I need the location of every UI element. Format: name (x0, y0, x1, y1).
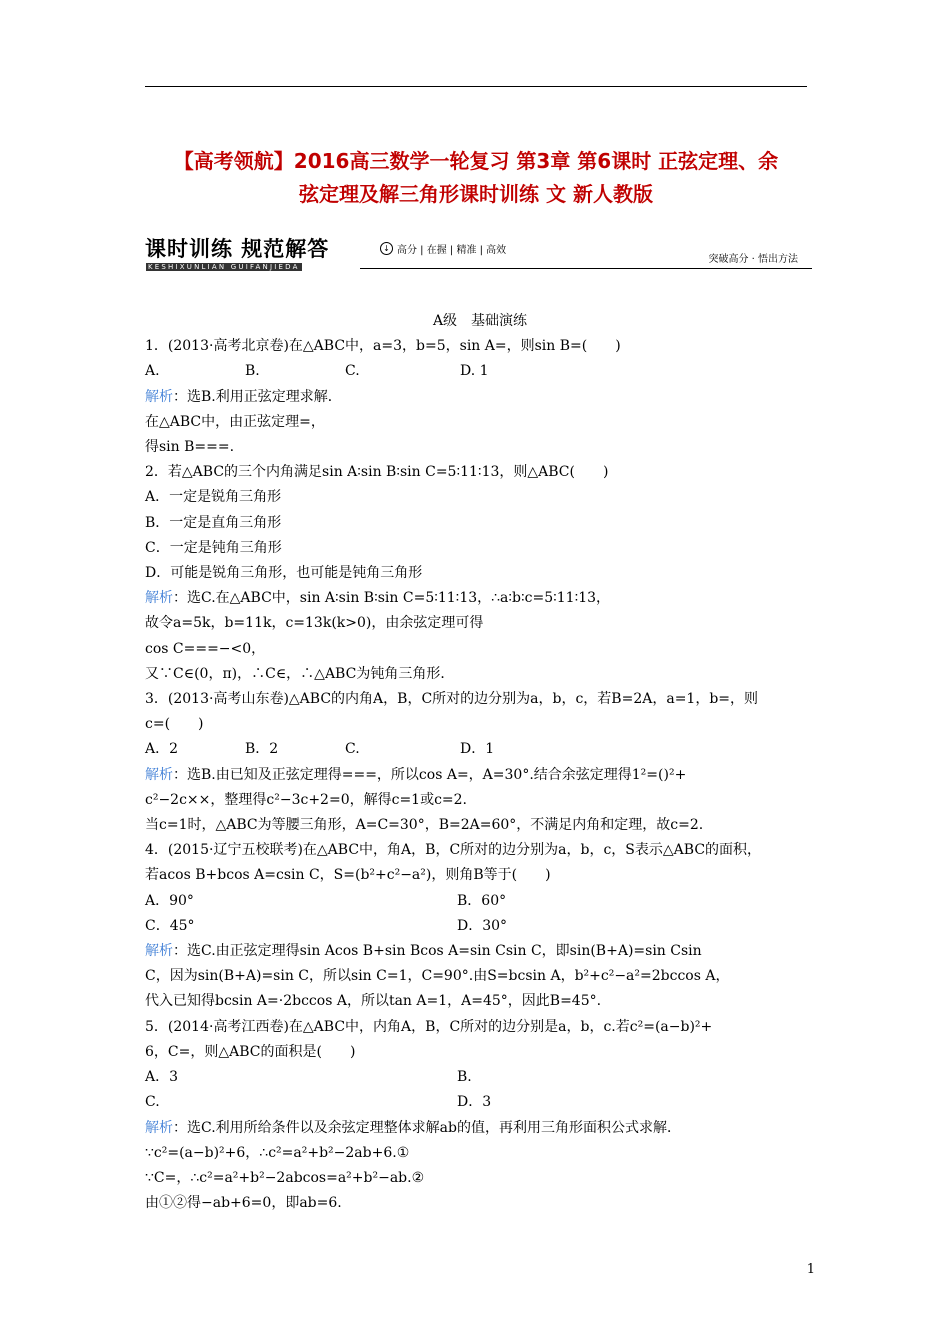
question-3-options (145, 737, 815, 762)
section-title: A级 基础演练 (432, 313, 528, 329)
header-rule (145, 86, 807, 87)
section-banner (145, 236, 812, 270)
question-5-options-row-2 (145, 1090, 815, 1115)
answer-2 (145, 586, 815, 611)
question-5-line-2: 6，C=，则△ABC的面积是( ) (145, 1043, 356, 1060)
answer-label: 解析 (145, 766, 173, 783)
answer-1 (145, 385, 815, 410)
answer-text: ：选B.利用正弦定理求解． (173, 388, 342, 405)
question-2-option-d: D．可能是锐角三角形，也可能是钝角三角形 (145, 565, 423, 582)
option-d: D．3 (457, 1094, 492, 1111)
answer-label: 解析 (145, 1119, 173, 1136)
question-4: 4．(2015·辽宁五校联考)在△ABC中，角A，B，C所对的边分别为a，b，c，S表示△ABC的面积， (145, 842, 762, 859)
page-number: 1 (806, 1262, 815, 1277)
question-1: 1．(2013·高考北京卷)在△ABC中，a=3，b=5，sin A=，则sin B=( ) (145, 338, 621, 355)
document-title (140, 145, 812, 211)
question-5-options-row-1 (145, 1065, 815, 1090)
title-line-1: 【高考领航】2016高三数学一轮复习 第3章 第6课时 正弦定理、余 (173, 149, 779, 173)
option-a: A．90° (145, 892, 194, 909)
answer-text: ：选C.利用所给条件以及余弦定理整体求解ab的值，再利用三角形面积公式求解． (173, 1119, 681, 1136)
answer-text: ：选C.由正弦定理得sin Acos B+sin Bcos A=sin Csin C，即sin(B+A)=sin Csin (173, 943, 702, 960)
answer-label: 解析 (145, 590, 173, 607)
option-d: D. 1 (460, 363, 489, 380)
question-2-option-c: C．一定是钝角三角形 (145, 539, 282, 556)
answer-3-line-3: 当c=1时，△ABC为等腰三角形，A=C=30°，B=2A=60°，不满足内角和定理，故c=2. (145, 817, 704, 834)
option-a: A．2 (145, 741, 179, 758)
option-c: C. (145, 1094, 160, 1111)
down-arrow-icon: ↓ (380, 242, 393, 255)
banner-tags-text: 高分 | 在握 | 精准 | 高效 (397, 245, 507, 256)
exercise-content (145, 309, 815, 1216)
answer-2-line-3: cos C===−<0， (145, 640, 266, 657)
question-3: 3．(2013·高考山东卷)△ABC的内角A，B，C所对的边分别为a，b，c，若B=2A，a=1，b=，则 (145, 691, 759, 708)
answer-1-line-3: 得sin B===. (145, 439, 235, 456)
answer-3-line-2: c²−2c××，整理得c²−3c+2=0，解得c=1或c=2. (145, 791, 468, 808)
banner-tags (380, 241, 506, 256)
question-4-options-row-1 (145, 889, 815, 914)
answer-5-line-2: ∵c²=(a−b)²+6，∴c²=a²+b²−2ab+6.① (145, 1144, 410, 1161)
answer-4 (145, 939, 815, 964)
answer-label: 解析 (145, 388, 173, 405)
banner-title: 课时训练 规范解答 (145, 237, 330, 261)
banner-slogan: 突破高分 · 悟出方法 (708, 254, 798, 265)
option-d: D．1 (460, 741, 495, 758)
option-c: C. (345, 741, 360, 758)
question-1-options (145, 359, 815, 384)
answer-3 (145, 763, 815, 788)
option-b: B．2 (245, 741, 279, 758)
option-b: B．60° (457, 892, 507, 909)
option-a: A. (145, 363, 160, 380)
answer-4-line-2: C，因为sin(B+A)=sin C，所以sin C=1，C=90°.由S=bcsin A，b²+c²−a²=2bccos A， (145, 968, 730, 985)
question-2: 2．若△ABC的三个内角满足sin A∶sin B∶sin C=5∶11∶13，则△ABC( ) (145, 464, 609, 481)
answer-5-line-4: 由①②得−ab+6=0，即ab=6. (145, 1195, 342, 1212)
question-4-line-2: 若acos B+bcos A=csin C，S=(b²+c²−a²)，则角B等于( ) (145, 867, 551, 884)
option-a: A．3 (145, 1069, 179, 1086)
answer-2-line-4: 又∵C∈(0，π)，∴C∈，∴△ABC为钝角三角形． (145, 665, 455, 682)
answer-1-line-2: 在△ABC中，由正弦定理=， (145, 413, 325, 430)
question-5: 5．(2014·高考江西卷)在△ABC中，内角A，B，C所对的边分别是a，b，c.若c²=(a−b)²+ (145, 1018, 713, 1035)
title-line-2: 弦定理及解三角形课时训练 文 新人教版 (299, 182, 653, 206)
option-c: C．45° (145, 917, 195, 934)
banner-subtitle: KESHIXUNLIAN GUIFANJIEDA (148, 263, 300, 271)
option-d: D．30° (457, 917, 508, 934)
question-2-option-b: B．一定是直角三角形 (145, 514, 282, 531)
answer-5-line-3: ∵C=，∴c²=a²+b²−2abcos=a²+b²−ab.② (145, 1169, 425, 1186)
banner-rule (360, 268, 812, 269)
answer-5 (145, 1116, 815, 1141)
answer-4-line-3: 代入已知得bcsin A=·2bccos A，所以tan A=1，A=45°，因此B=45°. (145, 993, 602, 1010)
question-4-options-row-2 (145, 914, 815, 939)
option-c: C. (345, 363, 360, 380)
answer-text: ：选B.由已知及正弦定理得===，所以cos A=，A=30°.结合余弦定理得1²=()²+ (173, 766, 687, 783)
option-b: B. (457, 1069, 472, 1086)
answer-text: ：选C.在△ABC中，sin A∶sin B∶sin C=5∶11∶13，∴a∶b∶c=5∶11∶13， (173, 590, 611, 607)
question-2-option-a: A．一定是锐角三角形 (145, 489, 282, 506)
option-b: B. (245, 363, 260, 380)
answer-label: 解析 (145, 943, 173, 960)
answer-2-line-2: 故令a=5k，b=11k，c=13k(k>0)，由余弦定理可得 (145, 615, 484, 632)
question-3-line-2: c=( ) (145, 716, 204, 733)
